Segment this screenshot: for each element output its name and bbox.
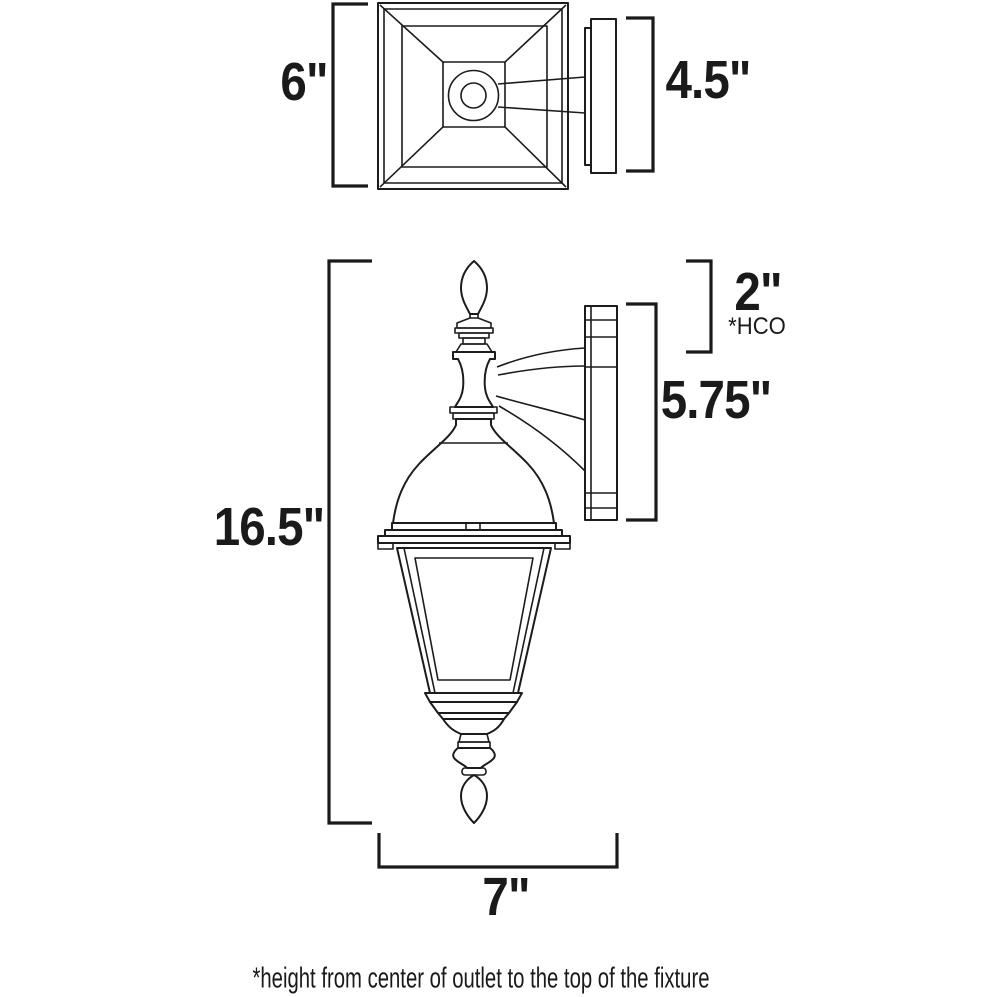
bottom-collar (462, 768, 486, 775)
arm-top-view (498, 77, 585, 113)
bracket-4-5in (626, 18, 653, 171)
backplate-depth-label: 4.5" (665, 50, 751, 110)
rim-band-c (378, 536, 570, 543)
bottom-band-2 (430, 702, 517, 713)
finial-cup (456, 344, 492, 352)
top-view (378, 3, 616, 189)
hco-note-label: *HCO (728, 313, 786, 340)
bell-seam-ticks (466, 523, 480, 530)
side-view (378, 261, 617, 823)
vase-neck (453, 352, 495, 407)
bracket-6in (333, 4, 368, 186)
bottom-shoulder (443, 719, 504, 734)
bell-dome (393, 419, 554, 523)
fixture-width-label: 7" (482, 867, 530, 927)
bottom-band-1 (425, 693, 522, 702)
dimension-brackets (329, 4, 711, 867)
top-finial-teardrop (461, 261, 487, 314)
outlet-to-top-label: 2" (734, 262, 782, 322)
bracket-16-5in (329, 261, 372, 823)
backplate-side-view (585, 306, 617, 520)
backplate-height-label: 5.75" (660, 370, 772, 430)
rim-band-a (392, 523, 556, 530)
bottom-ring-1 (459, 734, 489, 742)
mounting-arm-side-view (496, 348, 585, 471)
top-height-label: 6" (280, 52, 328, 112)
backplate-top-view (591, 19, 616, 173)
bracket-2in (686, 261, 711, 352)
footnote: *height from center of outlet to the top of the fixture (252, 962, 710, 995)
bracket-5-75in (626, 304, 656, 520)
finial-ring-2 (463, 338, 485, 344)
finial-disc (457, 318, 491, 328)
fixture-height-label: 16.5" (213, 497, 325, 557)
finial-outer-circle (449, 71, 499, 121)
bottom-finial-teardrop (461, 775, 487, 823)
roof-diagonals (380, 5, 566, 187)
bracket-7in (379, 833, 617, 867)
glass-panel (415, 558, 533, 680)
roof-center-square (443, 62, 505, 127)
bottom-knob (453, 748, 495, 768)
finial-inner-circle (461, 83, 486, 108)
backplate-detail-lines (585, 320, 617, 508)
